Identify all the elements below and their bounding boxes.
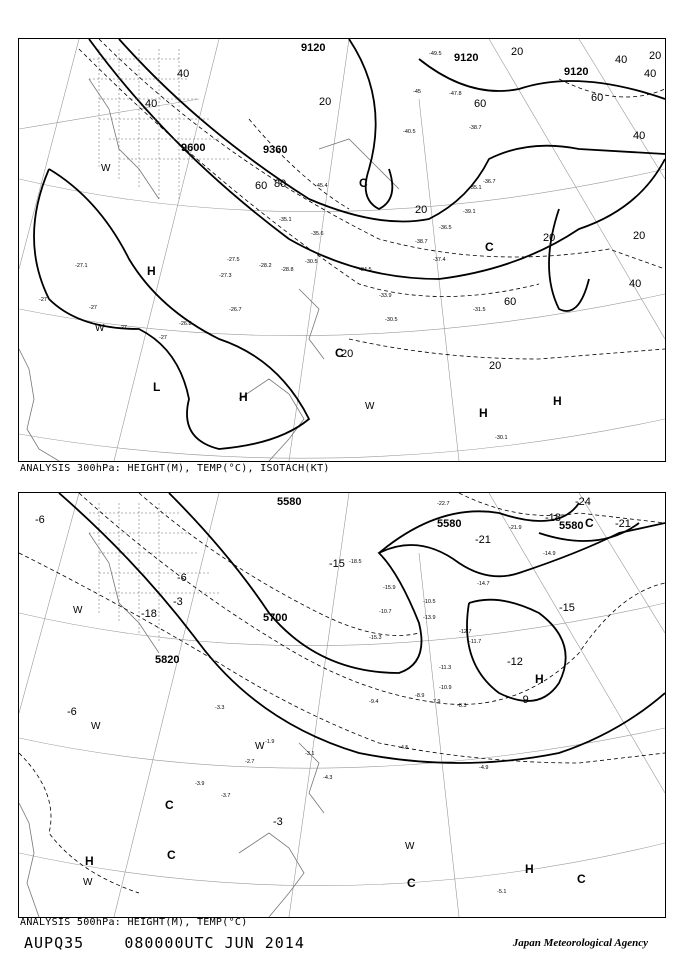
- temp-value: -27.3: [219, 273, 232, 279]
- isotach-label: 60: [474, 98, 487, 110]
- isotach-label: 80: [274, 178, 287, 190]
- temp-value: -40.5: [403, 129, 416, 135]
- temp-value: -27: [39, 297, 47, 303]
- warm-center-label: W: [95, 323, 105, 334]
- graticule: [19, 39, 665, 461]
- temp-value: -28.8: [281, 267, 294, 273]
- temp-contour-label: -15: [559, 602, 575, 614]
- temp-value: -31.5: [473, 307, 486, 313]
- height-label: 9120: [454, 52, 479, 64]
- map-300hpa: [18, 38, 666, 462]
- temp-value: -26.7: [229, 307, 242, 313]
- temp-value: -10.9: [439, 685, 452, 691]
- temp-value: -27.1: [75, 263, 88, 269]
- height-label: 5580: [437, 518, 462, 530]
- cold-center-label: C: [585, 516, 594, 530]
- product-code: AUPQ35: [24, 934, 85, 952]
- temp-value: -39.1: [463, 209, 476, 215]
- isotach-label: 40: [177, 68, 190, 80]
- isotach-label: 60: [504, 296, 517, 308]
- temp-contour-label: -6: [67, 706, 77, 718]
- temp-value: -11.7: [469, 639, 482, 645]
- isotach-label: 20: [489, 360, 502, 372]
- pressure-center-group: [147, 176, 562, 420]
- temp-value: -28.2: [259, 263, 272, 269]
- height-label: 9120: [564, 66, 589, 78]
- cold-center-label: C: [165, 798, 174, 812]
- temp-contour-label: -6: [177, 572, 187, 584]
- temp-value: -10.7: [379, 609, 392, 615]
- height-label-group: [181, 42, 588, 156]
- height-label: 5700: [263, 612, 288, 624]
- high-center-label: H: [479, 406, 488, 420]
- temp-value: -35.1: [469, 185, 482, 191]
- isotach-label: 20: [543, 232, 556, 244]
- product-header: [24, 934, 305, 952]
- temp-value: -5.1: [497, 889, 507, 895]
- temp-value: -33.9: [379, 293, 392, 299]
- temp-value: -27.5: [227, 257, 240, 263]
- high-center-label: H: [239, 390, 248, 404]
- temp-value: -3.7: [221, 793, 231, 799]
- temp-value: -38.7: [415, 239, 428, 245]
- caption-300hpa: ANALYSIS 300hPa: HEIGHT(M), TEMP(°C), ISOTACH(KT): [20, 463, 330, 474]
- temp-contour-label: -9: [519, 694, 529, 706]
- temp-value: -38.7: [469, 125, 482, 131]
- cold-center-label: C: [167, 848, 176, 862]
- height-label: 5580: [559, 520, 584, 532]
- graticule: [19, 493, 665, 917]
- warm-center-label: W: [73, 605, 83, 616]
- isotach-label: 20: [649, 50, 662, 62]
- temp-contour-label: -24: [575, 496, 591, 508]
- temp-contour-label: -21: [475, 534, 491, 546]
- warm-center-label: W: [101, 163, 111, 174]
- temp-value: -14.7: [477, 581, 490, 587]
- temp-contour-label: -3: [273, 816, 283, 828]
- temp-value: -27: [89, 305, 97, 311]
- coastline: [19, 79, 399, 461]
- isotach-label: 40: [145, 98, 158, 110]
- caption-500hpa: ANALYSIS 500hPa: HEIGHT(M), TEMP(°C): [20, 917, 248, 928]
- isotach-label: 40: [644, 68, 657, 80]
- temp-value: -27: [159, 335, 167, 341]
- temp-contour-label: -3: [173, 596, 183, 608]
- temp-value: -4.9: [479, 765, 489, 771]
- temp-value: -45.4: [315, 183, 328, 189]
- temp-value: -8.9: [415, 693, 425, 699]
- high-center-label: H: [553, 394, 562, 408]
- warm-center-label: W: [83, 877, 93, 888]
- temp-value: -45: [413, 89, 421, 95]
- temp-value: -15.3: [369, 635, 382, 641]
- cold-center-label: C: [485, 240, 494, 254]
- temp-value: -30.5: [305, 259, 318, 265]
- temp-value: -30.1: [495, 435, 508, 441]
- height-label: 5580: [277, 496, 302, 508]
- warm-center-label: W: [255, 741, 265, 752]
- valid-time: 080000UTC JUN 2014: [124, 934, 305, 952]
- temp-value: -27: [119, 325, 127, 331]
- temperature-values: [195, 501, 556, 895]
- warm-center-label: W: [405, 841, 415, 852]
- isotach-label: 20: [319, 96, 332, 108]
- isotach-label: 20: [511, 46, 524, 58]
- pressure-center-group: [85, 516, 594, 890]
- warm-center-group: [73, 605, 415, 888]
- temp-value: -36.7: [483, 179, 496, 185]
- isotach-label: 40: [633, 130, 646, 142]
- high-center-label: H: [535, 672, 544, 686]
- cold-center-label: C: [407, 876, 416, 890]
- temp-contour-label-group: [35, 496, 631, 828]
- temp-value: -8.3: [457, 703, 467, 709]
- high-center-label: H: [85, 854, 94, 868]
- low-center-label: L: [153, 380, 161, 394]
- temp-value: -10.5: [423, 599, 436, 605]
- height-label: 9360: [263, 144, 288, 156]
- isotach-label: 20: [341, 348, 354, 360]
- height-label: 9600: [181, 142, 206, 154]
- warm-center-label: W: [365, 401, 375, 412]
- temp-value: -1.9: [265, 739, 275, 745]
- temp-contour-label: -12: [507, 656, 523, 668]
- temp-value: -49.5: [429, 51, 442, 57]
- temp-value: -13.9: [423, 615, 436, 621]
- temp-value: -21.9: [509, 525, 522, 531]
- isotach-label: 20: [415, 204, 428, 216]
- agency-name: Japan Meteorological Agency: [512, 937, 648, 949]
- warm-center-label: W: [91, 721, 101, 732]
- height-contours: [34, 39, 665, 449]
- temp-value: -47.8: [449, 91, 462, 97]
- temp-value: -18.5: [349, 559, 362, 565]
- temp-value: -14.9: [543, 551, 556, 557]
- temp-contour-label: -18: [141, 608, 157, 620]
- isotach-label: 40: [629, 278, 642, 290]
- temp-value: -2.7: [245, 759, 255, 765]
- temp-value: -22.7: [437, 501, 450, 507]
- temp-contour-label: -6: [35, 514, 45, 526]
- isotach-label: 60: [591, 92, 604, 104]
- isotach-label: 20: [633, 230, 646, 242]
- height-contours: [59, 493, 665, 763]
- temp-contour-label: -15: [329, 558, 345, 570]
- temp-value: -3.3: [215, 705, 225, 711]
- height-label: 9120: [301, 42, 326, 54]
- height-label: 5820: [155, 654, 180, 666]
- temp-value: -34.5: [359, 267, 372, 273]
- temp-value: -26.8: [179, 321, 192, 327]
- isotach-label: 40: [615, 54, 628, 66]
- cold-center-label: C: [359, 176, 368, 190]
- temp-value: -12.7: [459, 629, 472, 635]
- temp-value: -3.1: [305, 751, 315, 757]
- temp-value: -9.4: [369, 699, 379, 705]
- temp-contour-label: -18: [545, 512, 561, 524]
- map-500hpa: [18, 492, 666, 918]
- temp-value: -35.6: [311, 231, 324, 237]
- high-center-label: H: [525, 862, 534, 876]
- temp-value: -4.5: [399, 745, 409, 751]
- temp-value: -30.5: [385, 317, 398, 323]
- temp-value: -37.4: [433, 257, 446, 263]
- cold-center-label: C: [577, 872, 586, 886]
- isotach-label: 60: [255, 180, 268, 192]
- temp-value: -7.9: [431, 699, 441, 705]
- temp-value: -3.9: [195, 781, 205, 787]
- high-center-label: H: [147, 264, 156, 278]
- temp-value: -11.3: [439, 665, 452, 671]
- temp-value: -4.3: [323, 775, 333, 781]
- cold-center-label: C: [335, 346, 344, 360]
- temp-contour-label: -21: [615, 518, 631, 530]
- temp-value: -35.1: [279, 217, 292, 223]
- temp-value: -15.9: [383, 585, 396, 591]
- temp-value: -36.5: [439, 225, 452, 231]
